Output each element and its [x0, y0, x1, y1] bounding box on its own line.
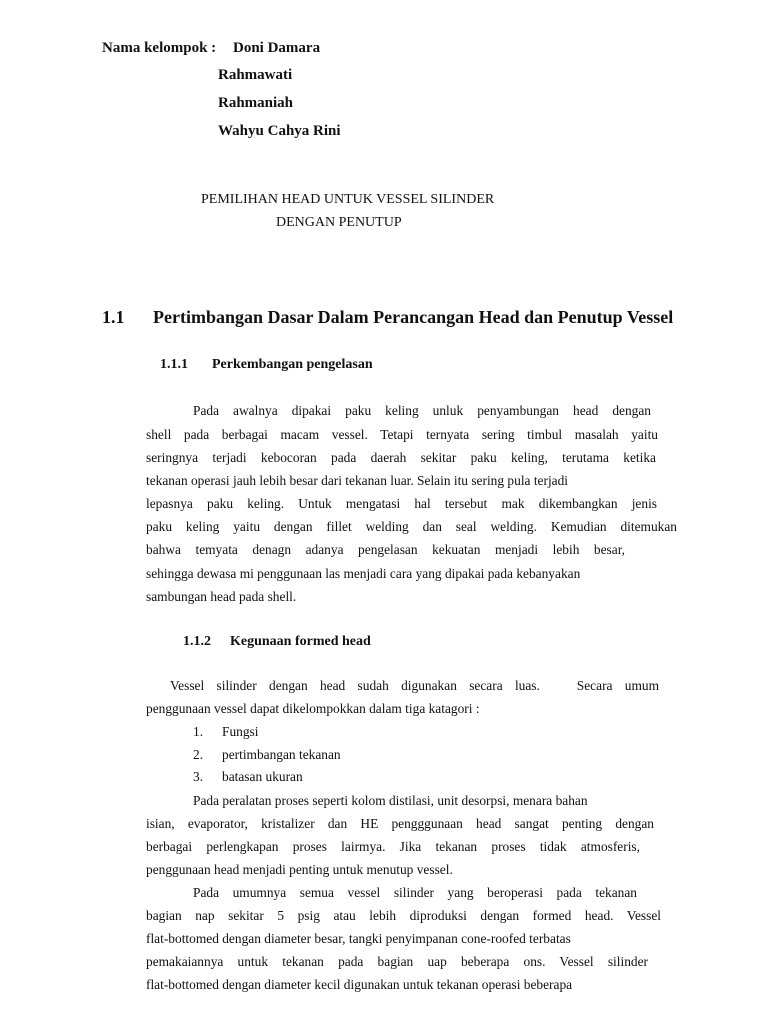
paragraph-line: flat-bottomed dengan diameter kecil digunakan untuk tekanan operasi beberapa	[146, 977, 573, 992]
paragraph-line: Vessel silinder dengan head sudah digunakan secara luas. Secara umum	[170, 678, 659, 693]
list-item: pertimbangan tekanan	[222, 747, 341, 762]
paragraph-line: bahwa temyata denagn adanya pengelasan kekuatan menjadi lebih besar,	[146, 542, 625, 557]
paragraph-line: Pada peralatan proses seperti kolom distilasi, unit desorpsi, menara bahan	[193, 793, 588, 808]
list-item-number: 2.	[193, 747, 204, 762]
paragraph-line: sehingga dewasa mi penggunaan las menjadi cara yang dipakai pada kebanyakan	[146, 566, 581, 581]
paragraph-line: flat-bottomed dengan diameter besar, tangki penyimpanan cone-roofed terbatas	[146, 931, 571, 946]
paragraph-line: Pada awalnya dipakai paku keling unluk penyambungan head dengan	[193, 403, 651, 418]
paragraph-line: seringnya terjadi kebocoran pada daerah sekitar paku keling, terutama ketika	[146, 450, 656, 465]
paragraph-line: lepasnya paku keling. Untuk mengatasi hal tersebut mak dikembangkan jenis	[146, 496, 657, 511]
paragraph-line: paku keling yaitu dengan fillet welding dan seal welding. Kemudian ditemukan	[146, 519, 677, 534]
paragraph-line: pemakaiannya untuk tekanan pada bagian uap beberapa ons. Vessel silinder	[146, 954, 648, 969]
list-item: Fungsi	[222, 724, 259, 739]
paragraph-line: shell pada berbagai macam vessel. Tetapi ternyata sering timbul masalah yaitu	[146, 427, 658, 442]
list-item-number: 3.	[193, 769, 204, 784]
member-name: Doni Damara	[233, 40, 321, 56]
member-name: Rahmaniah	[218, 95, 294, 111]
subsection-heading: Perkembangan pengelasan	[212, 357, 373, 372]
paragraph-line: penggunaan head menjadi penting untuk menutup vessel.	[146, 862, 453, 877]
subsection-heading: Kegunaan formed head	[230, 634, 371, 649]
subsection-number: 1.1.1	[160, 357, 188, 372]
member-name: Wahyu Cahya Rini	[218, 123, 341, 139]
paragraph-line: isian, evaporator, kristalizer dan HE pengggunaan head sangat penting dengan	[146, 816, 654, 831]
section-number: 1.1	[102, 307, 125, 327]
member-name: Rahmawati	[218, 67, 293, 83]
paragraph-line: tekanan operasi jauh lebih besar dari tekanan luar. Selain itu sering pula terjadi	[146, 473, 569, 488]
section-heading: Pertimbangan Dasar Dalam Perancangan Head dan Penutup Vessel	[153, 307, 674, 327]
paragraph-line: berbagai perlengkapan proses lairmya. Jika tekanan proses tidak atmosferis,	[146, 839, 640, 854]
list-item: batasan ukuran	[222, 769, 303, 784]
paragraph-line: penggunaan vessel dapat dikelompokkan dalam tiga katagori :	[146, 701, 480, 716]
paragraph-line: sambungan head pada shell.	[146, 589, 297, 604]
paragraph-line: Pada umumnya semua vessel silinder yang beroperasi pada tekanan	[193, 885, 637, 900]
group-label: Nama kelompok :	[102, 40, 217, 56]
document-title-line2: DENGAN PENUTUP	[276, 215, 402, 230]
subsection-number: 1.1.2	[183, 634, 211, 649]
list-item-number: 1.	[193, 724, 204, 739]
document-title-line1: PEMILIHAN HEAD UNTUK VESSEL SILINDER	[201, 192, 495, 207]
paragraph-line: bagian nap sekitar 5 psig atau lebih diproduksi dengan formed head. Vessel	[146, 908, 661, 923]
